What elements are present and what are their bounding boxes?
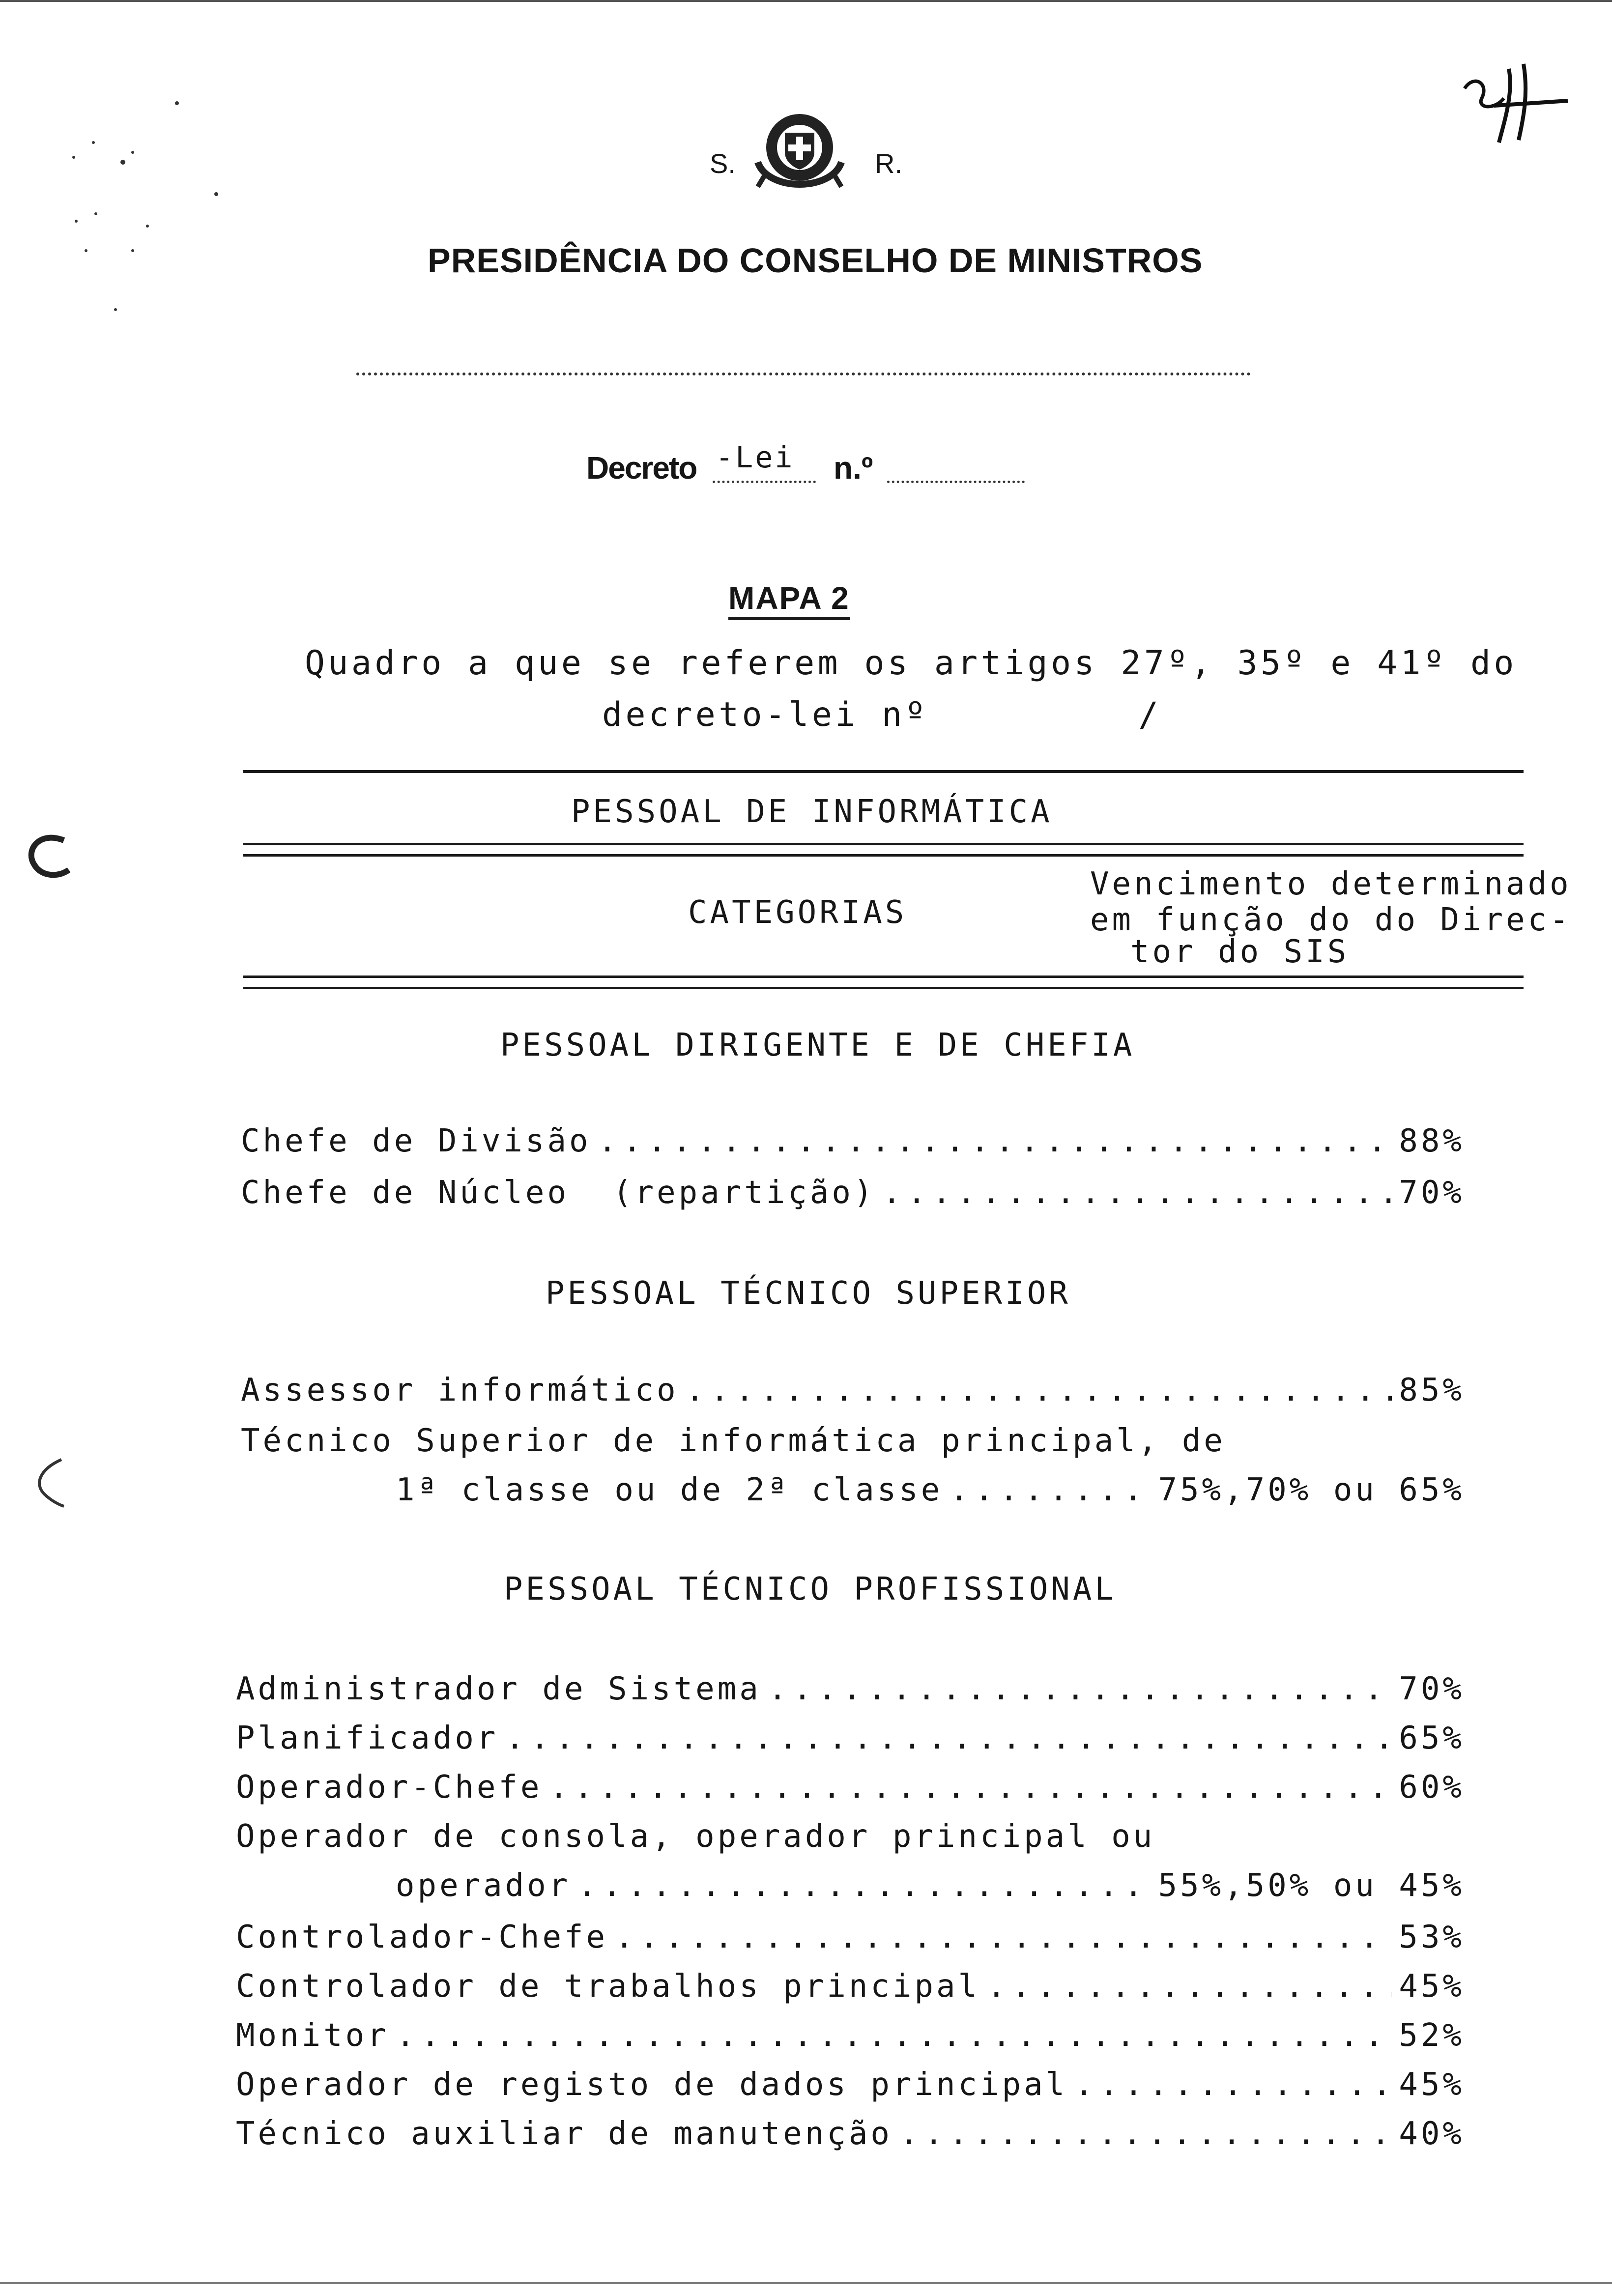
map-description-line1: Quadro a que se referem os artigos 27º, 35º e 41º do bbox=[305, 644, 1517, 683]
row-label-line2: 1ª classe ou de 2ª classe bbox=[396, 1472, 943, 1508]
dot-leader bbox=[615, 1919, 1392, 1955]
group-title-tecnico-profissional: PESSOAL TÉCNICO PROFISSIONAL bbox=[504, 1571, 1117, 1607]
dot-leader bbox=[505, 1720, 1392, 1756]
row-value: 45% bbox=[1399, 1968, 1465, 2005]
dot-leader bbox=[899, 2116, 1392, 2152]
table-row bbox=[236, 1968, 1465, 2005]
table-row bbox=[236, 1769, 1465, 1806]
dot-leader bbox=[577, 1867, 1151, 1904]
decreto-fill-field bbox=[713, 437, 816, 483]
s-letter: S. bbox=[710, 148, 736, 179]
dot-leader bbox=[768, 1671, 1392, 1707]
row-value: 52% bbox=[1399, 2017, 1465, 2054]
row-value: 55%,50% ou 45% bbox=[1158, 1867, 1465, 1904]
row-label: Chefe de Núcleo (repartição) bbox=[241, 1175, 876, 1211]
row-label: Operador de registo de dados principal bbox=[236, 2066, 1068, 2103]
table-row bbox=[396, 1867, 1465, 1904]
row-label: Chefe de Divisão bbox=[241, 1123, 591, 1159]
row-label: Operador-Chefe bbox=[236, 1769, 543, 1806]
row-label: Monitor bbox=[236, 2017, 389, 2054]
dot-leader bbox=[598, 1123, 1392, 1159]
table-rule-double-2 bbox=[243, 854, 1524, 857]
scan-edge-top bbox=[0, 0, 1612, 2]
row-value: 88% bbox=[1399, 1123, 1465, 1159]
dot-leader bbox=[549, 1769, 1392, 1806]
dot-leader bbox=[686, 1372, 1392, 1408]
row-label: Administrador de Sistema bbox=[236, 1671, 761, 1707]
decreto-label: Decreto bbox=[586, 450, 697, 486]
row-label: Controlador de trabalhos principal bbox=[236, 1968, 980, 2005]
binding-mark-icon bbox=[20, 831, 79, 885]
scan-edge-bottom bbox=[0, 2282, 1612, 2284]
table-row bbox=[236, 2017, 1465, 2054]
table-row bbox=[236, 1919, 1465, 1955]
coat-of-arms-icon bbox=[743, 108, 856, 206]
row-label: Assessor informático bbox=[241, 1372, 679, 1408]
row-label: Controlador-Chefe bbox=[236, 1919, 608, 1955]
dot-leader bbox=[882, 1175, 1392, 1211]
table-row bbox=[236, 2116, 1465, 2152]
row-label: Técnico auxiliar de manutenção bbox=[236, 2116, 892, 2152]
table-row bbox=[236, 1671, 1465, 1707]
numero-fill-field bbox=[887, 440, 1025, 483]
row-value: 60% bbox=[1399, 1769, 1465, 1806]
org-title: PRESIDÊNCIA DO CONSELHO DE MINISTROS bbox=[428, 241, 1203, 280]
numero-label: n.º bbox=[834, 450, 873, 486]
group-title-tecnico-superior: PESSOAL TÉCNICO SUPERIOR bbox=[546, 1275, 1071, 1312]
dot-leader bbox=[396, 2017, 1392, 2054]
table-row bbox=[241, 1175, 1465, 1211]
row-label-line1: Operador de consola, operador principal ou bbox=[236, 1818, 1155, 1855]
row-label-line1: Técnico Superior de informática principal, de bbox=[241, 1423, 1226, 1459]
r-letter: R. bbox=[875, 148, 902, 179]
row-value: 70% bbox=[1399, 1175, 1465, 1211]
scan-specks bbox=[59, 88, 246, 344]
dot-leader bbox=[950, 1472, 1151, 1508]
column-header-categories: CATEGORIAS bbox=[688, 894, 907, 931]
map-description-line2: decreto-lei nº / bbox=[602, 695, 1162, 734]
row-value: 70% bbox=[1399, 1671, 1465, 1707]
table-row bbox=[236, 2066, 1465, 2103]
row-value: 65% bbox=[1399, 1720, 1465, 1756]
binding-mark-icon bbox=[20, 1455, 69, 1514]
section-header: PESSOAL DE INFORMÁTICA bbox=[571, 794, 1053, 830]
signature-mark bbox=[1455, 54, 1573, 147]
column-header-salary-line3: tor do SIS bbox=[1130, 934, 1350, 970]
group-title-dirigente: PESSOAL DIRIGENTE E DE CHEFIA bbox=[500, 1027, 1135, 1063]
row-value: 75%,70% ou 65% bbox=[1158, 1472, 1465, 1508]
row-label-line2: operador bbox=[396, 1867, 571, 1904]
map-title: MAPA 2 bbox=[728, 580, 850, 620]
table-row bbox=[241, 1123, 1465, 1159]
table-rule-double-1 bbox=[243, 843, 1524, 845]
column-header-salary-line1: Vencimento determinado bbox=[1090, 866, 1572, 902]
dot-leader bbox=[1074, 2066, 1392, 2103]
row-value: 45% bbox=[1399, 2066, 1465, 2103]
row-value: 85% bbox=[1399, 1372, 1465, 1408]
table-row bbox=[241, 1372, 1465, 1408]
row-value: 53% bbox=[1399, 1919, 1465, 1955]
table-rule-header-bottom-2 bbox=[243, 987, 1524, 989]
header-divider bbox=[356, 373, 1251, 375]
row-value: 40% bbox=[1399, 2116, 1465, 2152]
row-label: Planificador bbox=[236, 1720, 499, 1756]
table-rule-header-bottom-1 bbox=[243, 976, 1524, 978]
decreto-fill-text: -Lei bbox=[716, 440, 795, 475]
table-row bbox=[236, 1720, 1465, 1756]
dot-leader bbox=[987, 1968, 1392, 2005]
table-rule-top bbox=[243, 770, 1524, 773]
table-row bbox=[396, 1472, 1465, 1508]
column-header-salary-line2: em função do do Direc- bbox=[1090, 902, 1572, 938]
